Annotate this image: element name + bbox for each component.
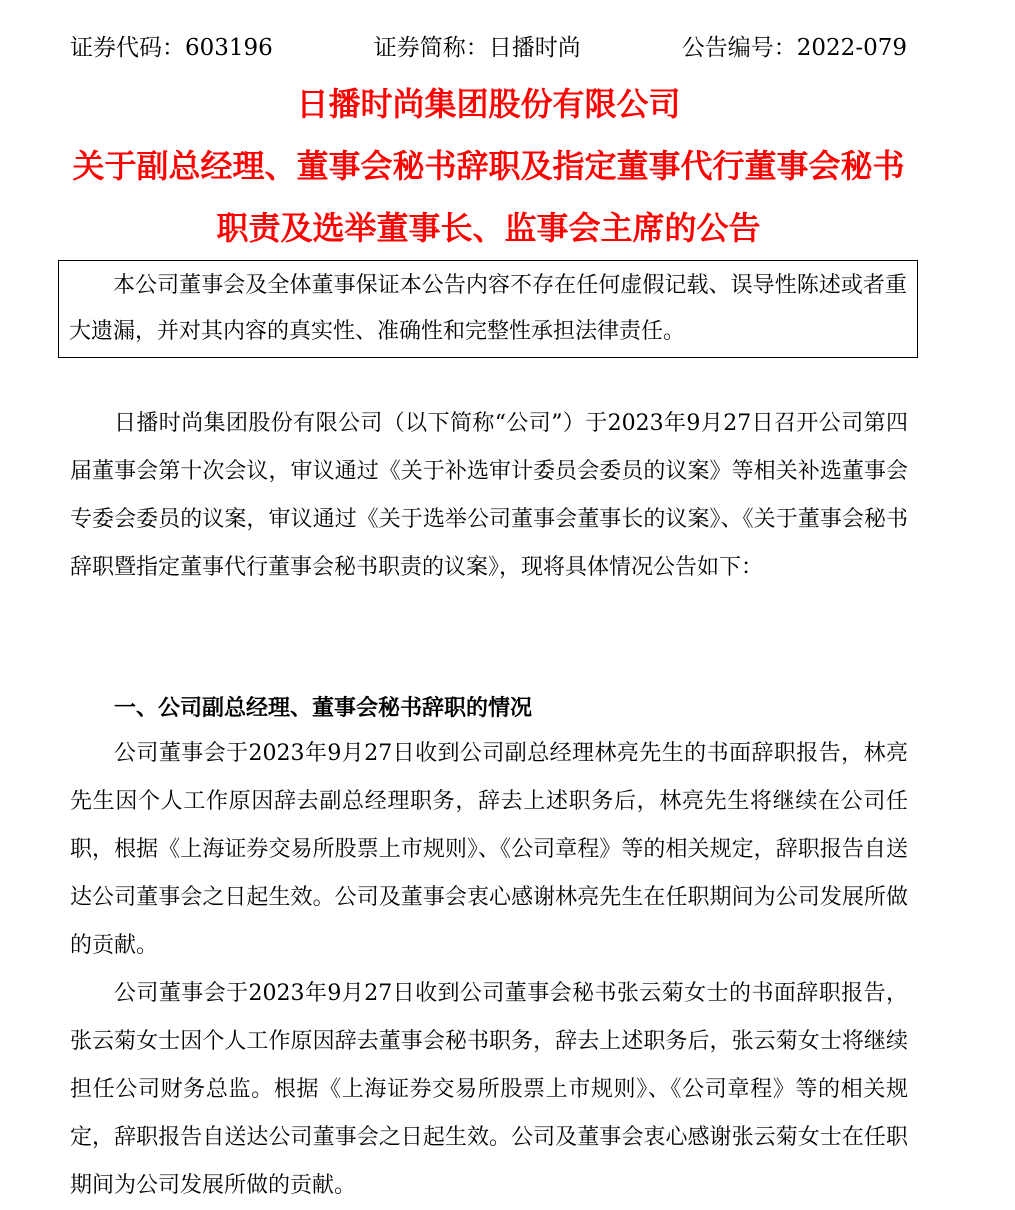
intro-paragraph: 日播时尚集团股份有限公司（以下简称“公司”）于2023年9月27日召开公司第四届董事会第十次会议，审议通过《关于补选审计委员会委员的议案》等相关补选董事会专委会委员的议案，审议通过《关于选举公司董事会董事长的议案》、《关于董事会秘书辞职暨指定董事代行董事会秘书职责的议案》，现将具体情况公告如下： xyxy=(70,411,908,580)
notice-number: 公告编号：2022-079 xyxy=(681,35,907,61)
section1-paragraph-2: 公司董事会于2023年9月27日收到公司董事会秘书张云菊女士的书面辞职报告，张云菊女士因个人工作原因辞去董事会秘书职务，辞去上述职务后，张云菊女士将继续担任公司财务总监。根据《上海证券交易所股票上市规则》、《公司章程》等的相关规定，辞职报告自送达公司董事会之日起生效。公司及董事会衷心感谢张云菊女士在任职期间为公司发展所做的贡献。 xyxy=(70,981,908,1198)
security-code: 证券代码：603196 xyxy=(70,35,273,61)
section1-paragraph-1: 公司董事会于2023年9月27日收到公司副总经理林亮先生的书面辞职报告，林亮先生因个人工作原因辞去副总经理职务，辞去上述职务后，林亮先生将继续在公司任职，根据《上海证券交易所股票上市规则》、《公司章程》等的相关规定，辞职报告自送达公司董事会之日起生效。公司及董事会衷心感谢林亮先生在任职期间为公司发展所做的贡献。 xyxy=(70,741,908,958)
section1-heading: 一、公司副总经理、董事会秘书辞职的情况 xyxy=(114,695,533,721)
company-title: 日播时尚集团股份有限公司 xyxy=(296,85,681,123)
announcement-title-line1: 关于副总经理、董事会秘书辞职及指定董事代行董事会秘书 xyxy=(72,147,905,185)
guarantee-notice-text: 本公司董事会及全体董事保证本公告内容不存在任何虚假记载、误导性陈述或者重大遗漏，并对其内容的真实性、准确性和完整性承担法律责任。 xyxy=(69,273,907,344)
document-header xyxy=(70,30,907,66)
security-short-name: 证券简称：日播时尚 xyxy=(373,35,581,61)
announcement-title-line2: 职责及选举董事长、监事会主席的公告 xyxy=(216,209,761,247)
guarantee-notice-box xyxy=(58,260,918,358)
